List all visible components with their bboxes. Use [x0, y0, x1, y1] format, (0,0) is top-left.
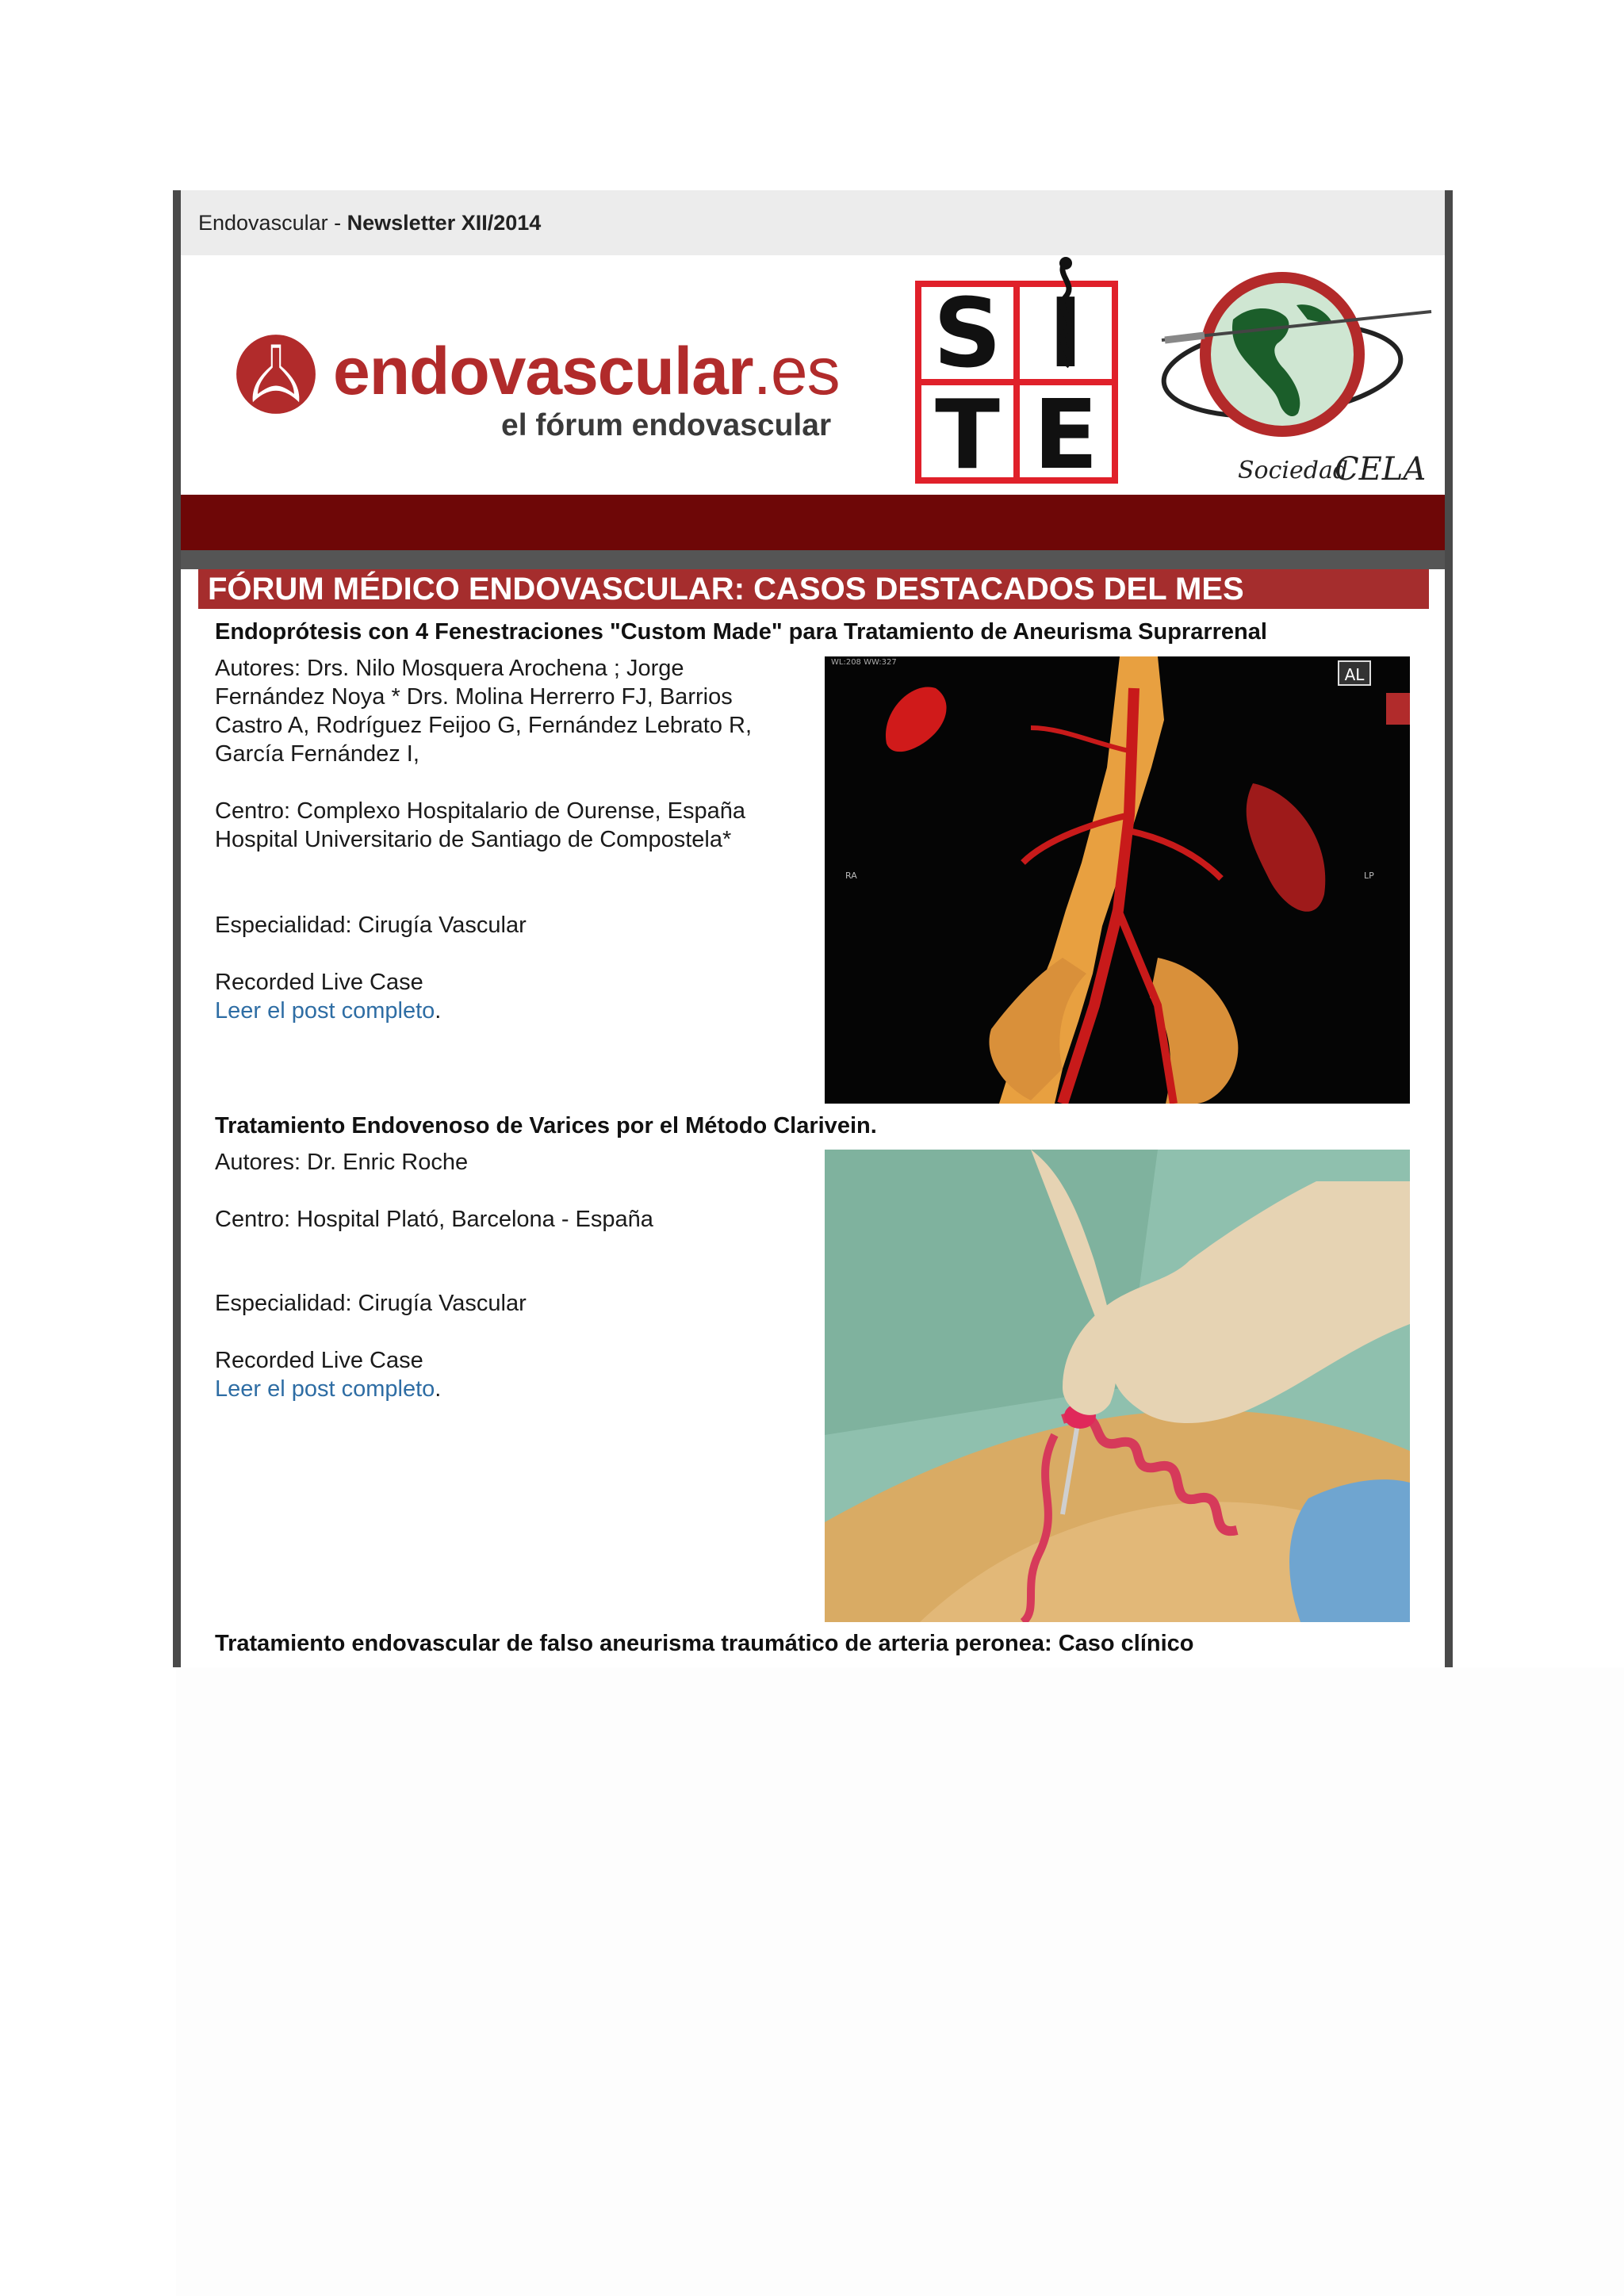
site-letter-t: T: [935, 381, 1000, 484]
article-1-ct-image[interactable]: [825, 656, 1410, 1104]
article-1-authors-line-2: Fernández Noya * Drs. Molina Herrerro FJ, Barrios: [215, 684, 733, 710]
cela-logo[interactable]: [1146, 258, 1447, 489]
article-2-center: Centro: Hospital Plató, Barcelona - España: [215, 1207, 653, 1232]
article-1-authors-line-1: Autores: Drs. Nilo Mosquera Arochena ; Jorge: [215, 656, 684, 681]
article-1-link-row: [215, 997, 806, 1025]
article-1-specialty: Especialidad: Cirugía Vascular: [215, 913, 527, 938]
article-2-specialty: Especialidad: Cirugía Vascular: [215, 1291, 527, 1316]
article-1-read-more-link[interactable]: Leer el post completo: [215, 998, 435, 1024]
article-2-link-row: [215, 1375, 806, 1403]
article-2-meta: [215, 1148, 806, 1403]
ct-image-window-label: WL:208 WW:327: [831, 658, 897, 667]
article-1-case-type: Recorded Live Case: [215, 970, 423, 995]
logo-tld: .es: [753, 334, 840, 408]
site-letter-s: S: [933, 279, 1002, 389]
article-2-case-type: Recorded Live Case: [215, 1348, 423, 1373]
article-1-meta: [215, 654, 806, 1025]
newsletter-issue: Newsletter XII/2014: [347, 211, 542, 235]
site-letter-e: E: [1033, 381, 1098, 484]
banner-maroon-bar: [181, 495, 1445, 550]
endovascular-logo-icon[interactable]: [235, 333, 317, 415]
site-name: Endovascular: [198, 211, 328, 235]
page-lower-background: [176, 1667, 1624, 2296]
article-1-authors-line-4: García Fernández I,: [215, 741, 419, 767]
ct-image-badge: AL: [1344, 665, 1365, 684]
cela-word-sociedad: Sociedad: [1238, 457, 1349, 484]
article-2-read-more-link[interactable]: Leer el post completo: [215, 1376, 435, 1402]
newsletter-heading: [198, 211, 541, 235]
logo-word: endovascular: [333, 334, 753, 408]
frame-left-border: [173, 190, 181, 1667]
ct-image-label-ra: RA: [845, 871, 857, 881]
article-2-procedure-image[interactable]: [825, 1150, 1410, 1622]
article-2-title[interactable]: Tratamiento Endovenoso de Varices por el Método Clarivein.: [215, 1113, 877, 1138]
article-2-link-suffix: .: [435, 1376, 442, 1402]
article-3-title[interactable]: Tratamiento endovascular de falso aneurisma traumático de arteria peronea: Caso clínico: [215, 1631, 1194, 1656]
endovascular-logo-wordmark[interactable]: [333, 333, 840, 410]
banner-gray-bar: [181, 550, 1445, 569]
logo-subtitle: el fórum endovascular: [501, 408, 832, 442]
heading-separator: -: [334, 211, 342, 235]
site-letter-i: I: [1048, 279, 1084, 389]
article-1-link-suffix: .: [435, 998, 442, 1024]
ct-image-label-lp: LP: [1364, 871, 1374, 881]
site-logo[interactable]: [915, 255, 1118, 484]
section-title: FÓRUM MÉDICO ENDOVASCULAR: CASOS DESTACADOS DEL MES: [198, 569, 1429, 609]
article-1-center-line-2: Hospital Universitario de Santiago de Compostela*: [215, 827, 732, 852]
article-1-center-line-1: Centro: Complexo Hospitalario de Ourense, España: [215, 798, 745, 824]
cela-word-cela: CELA: [1335, 451, 1427, 488]
article-1-title[interactable]: Endoprótesis con 4 Fenestraciones "Custom Made" para Tratamiento de Aneurisma Suprarrenal: [215, 619, 1267, 645]
article-1-authors-line-3: Castro A, Rodríguez Feijoo G, Fernández Lebrato R,: [215, 713, 753, 738]
article-2-authors: Autores: Dr. Enric Roche: [215, 1150, 469, 1175]
